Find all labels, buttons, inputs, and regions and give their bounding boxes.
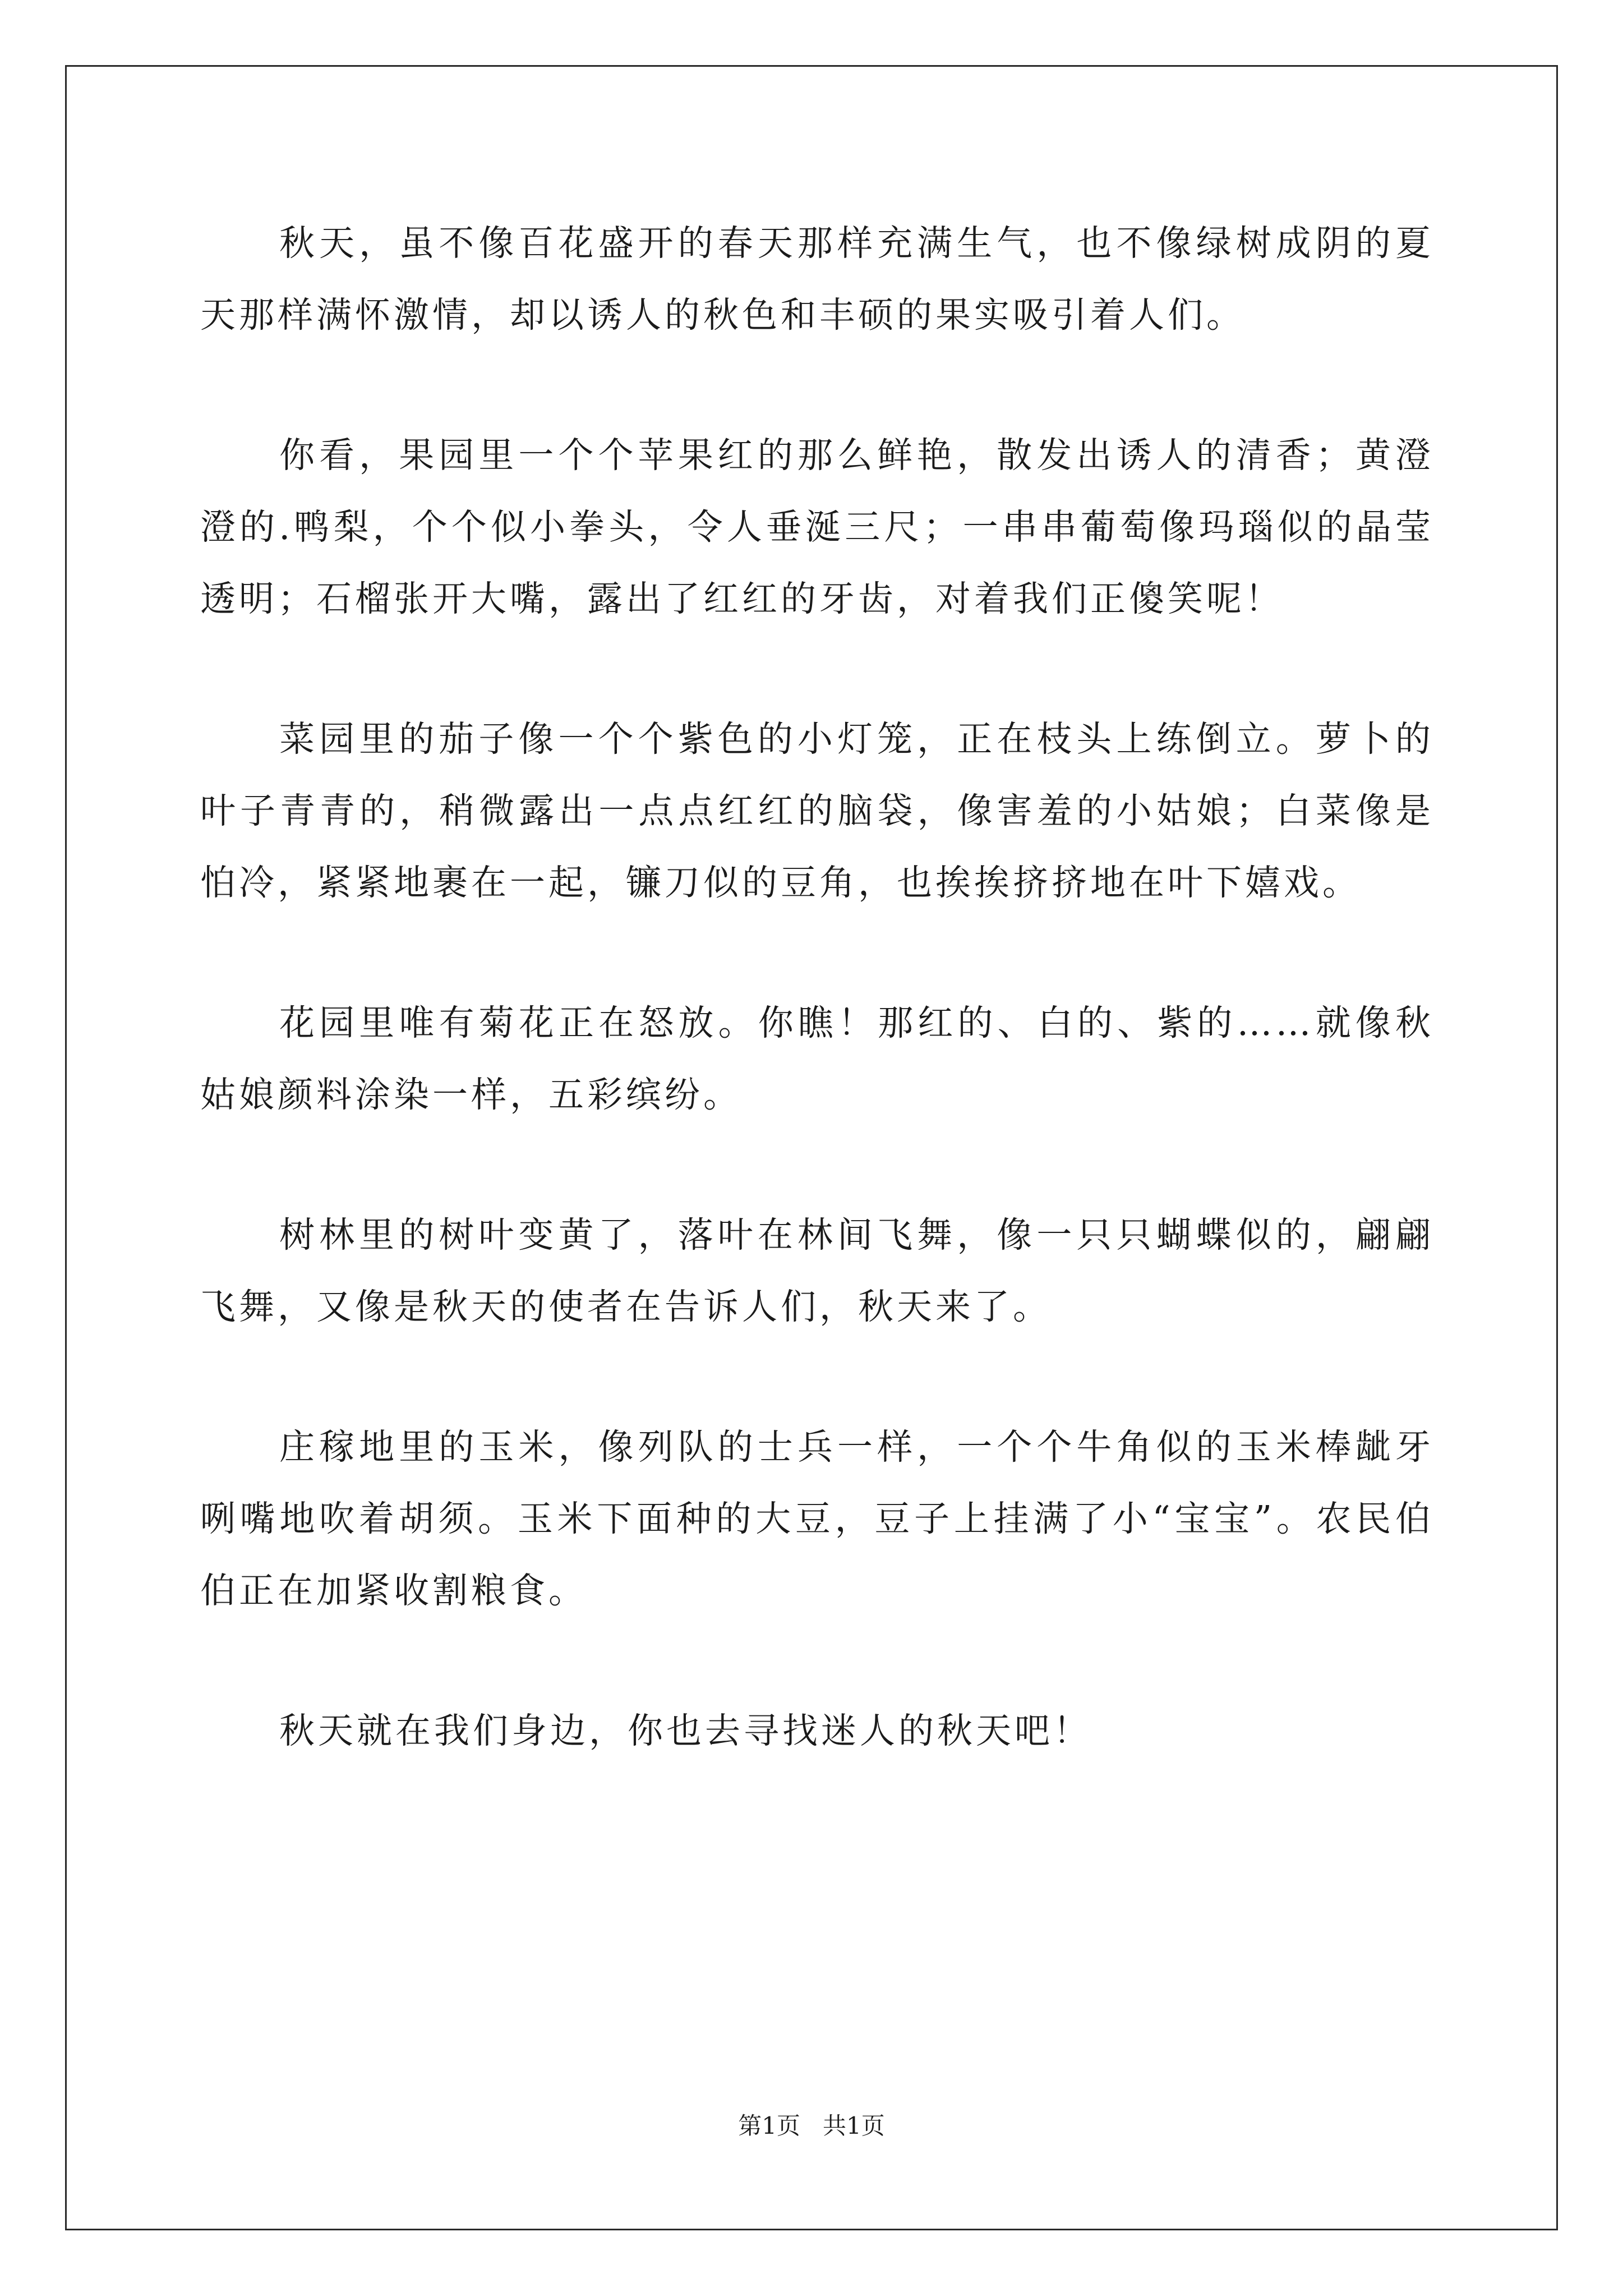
- document-body: [200, 208, 1434, 1835]
- paragraph: 花园里唯有菊花正在怒放。你瞧！那红的、白的、紫的……就像秋姑娘颜料涂染一样，五彩缤纷。: [200, 1002, 1434, 1115]
- paragraph: 庄稼地里的玉米，像列队的士兵一样，一个个牛角似的玉米棒龇牙咧嘴地吹着胡须。玉米下面种的大豆，豆子上挂满了小“宝宝”。农民伯伯正在加紧收割粮食。: [200, 1427, 1434, 1611]
- paragraph: 秋天就在我们身边，你也去寻找迷人的秋天吧！: [279, 1710, 1092, 1751]
- page-footer: 第1页 共1页: [738, 2112, 885, 2139]
- paragraph: 秋天，虽不像百花盛开的春天那样充满生气，也不像绿树成阴的夏天那样满怀激情，却以诱人的秋色和丰硕的果实吸引着人们。: [200, 223, 1434, 335]
- paragraph: 树林里的树叶变黄了，落叶在林间飞舞，像一只只蝴蝶似的，翩翩飞舞，又像是秋天的使者在告诉人们，秋天来了。: [200, 1214, 1434, 1327]
- paragraph: 你看，果园里一个个苹果红的那么鲜艳，散发出诱人的清香；黄澄澄的.鸭梨，个个似小拳头，令人垂涎三尺；一串串葡萄像玛瑙似的晶莹透明；石榴张开大嘴，露出了红红的牙齿，对着我们正傻笑呢！: [200, 435, 1434, 619]
- paragraph: 菜园里的茄子像一个个紫色的小灯笼，正在枝头上练倒立。萝卜的叶子青青的，稍微露出一点点红红的脑袋，像害羞的小姑娘；白菜像是怕冷，紧紧地裹在一起，镰刀似的豆角，也挨挨挤挤地在叶下嬉戏。: [200, 719, 1434, 903]
